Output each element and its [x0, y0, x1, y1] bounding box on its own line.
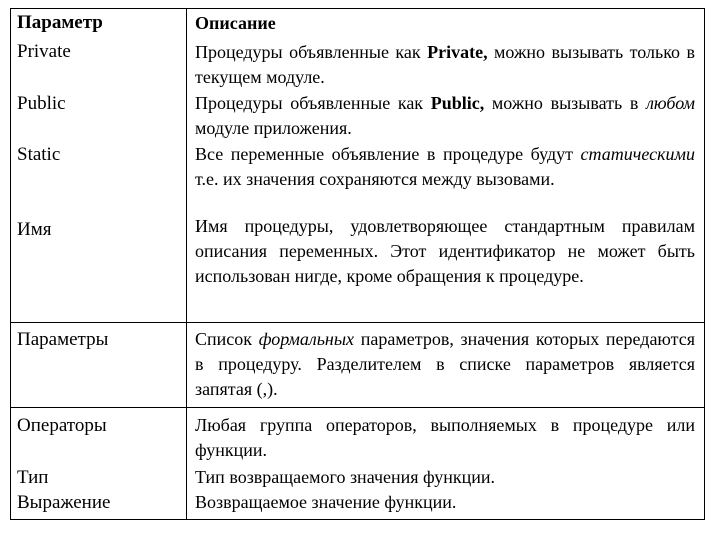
param-operators: Операторы	[17, 415, 107, 436]
param-static: Static	[17, 144, 61, 165]
param-name: Имя	[17, 219, 52, 240]
desc-parameters: Список формальных параметров, значения которых передаются в процедуру. Разделителем в списке параметров является запятая (,).	[195, 329, 695, 399]
column-divider	[186, 9, 187, 519]
param-expression: Выражение	[17, 492, 111, 513]
row-divider	[11, 322, 704, 323]
parameters-table	[10, 8, 705, 520]
param-type: Тип	[17, 467, 49, 488]
row-divider	[11, 407, 704, 408]
desc-private: Процедуры объявленные как Private, можно вызывать только в текущем модуле.	[195, 42, 695, 87]
param-parameters: Параметры	[17, 329, 109, 350]
desc-type: Тип возвращаемого значения функции.	[195, 467, 496, 487]
desc-name: Имя процедуры, удовлетворяющее стандартным правилам описания переменных. Этот идентификатор не может быть использован нигде, кроме обращения к процедуре.	[195, 216, 695, 286]
param-public: Public	[17, 93, 66, 114]
header-desc: Описание	[195, 13, 276, 33]
param-private: Private	[17, 41, 71, 62]
header-param: Параметр	[17, 12, 103, 33]
desc-static: Все переменные объявление в процедуре будут статическими т.е. их значения сохраняются между вызовами.	[195, 144, 695, 189]
desc-public: Процедуры объявленные как Public, можно вызывать в любом модуле приложения.	[195, 93, 695, 138]
desc-operators: Любая группа операторов, выполняемых в процедуре или функции.	[195, 415, 695, 460]
desc-expression: Возвращаемое значение функции.	[195, 492, 457, 512]
